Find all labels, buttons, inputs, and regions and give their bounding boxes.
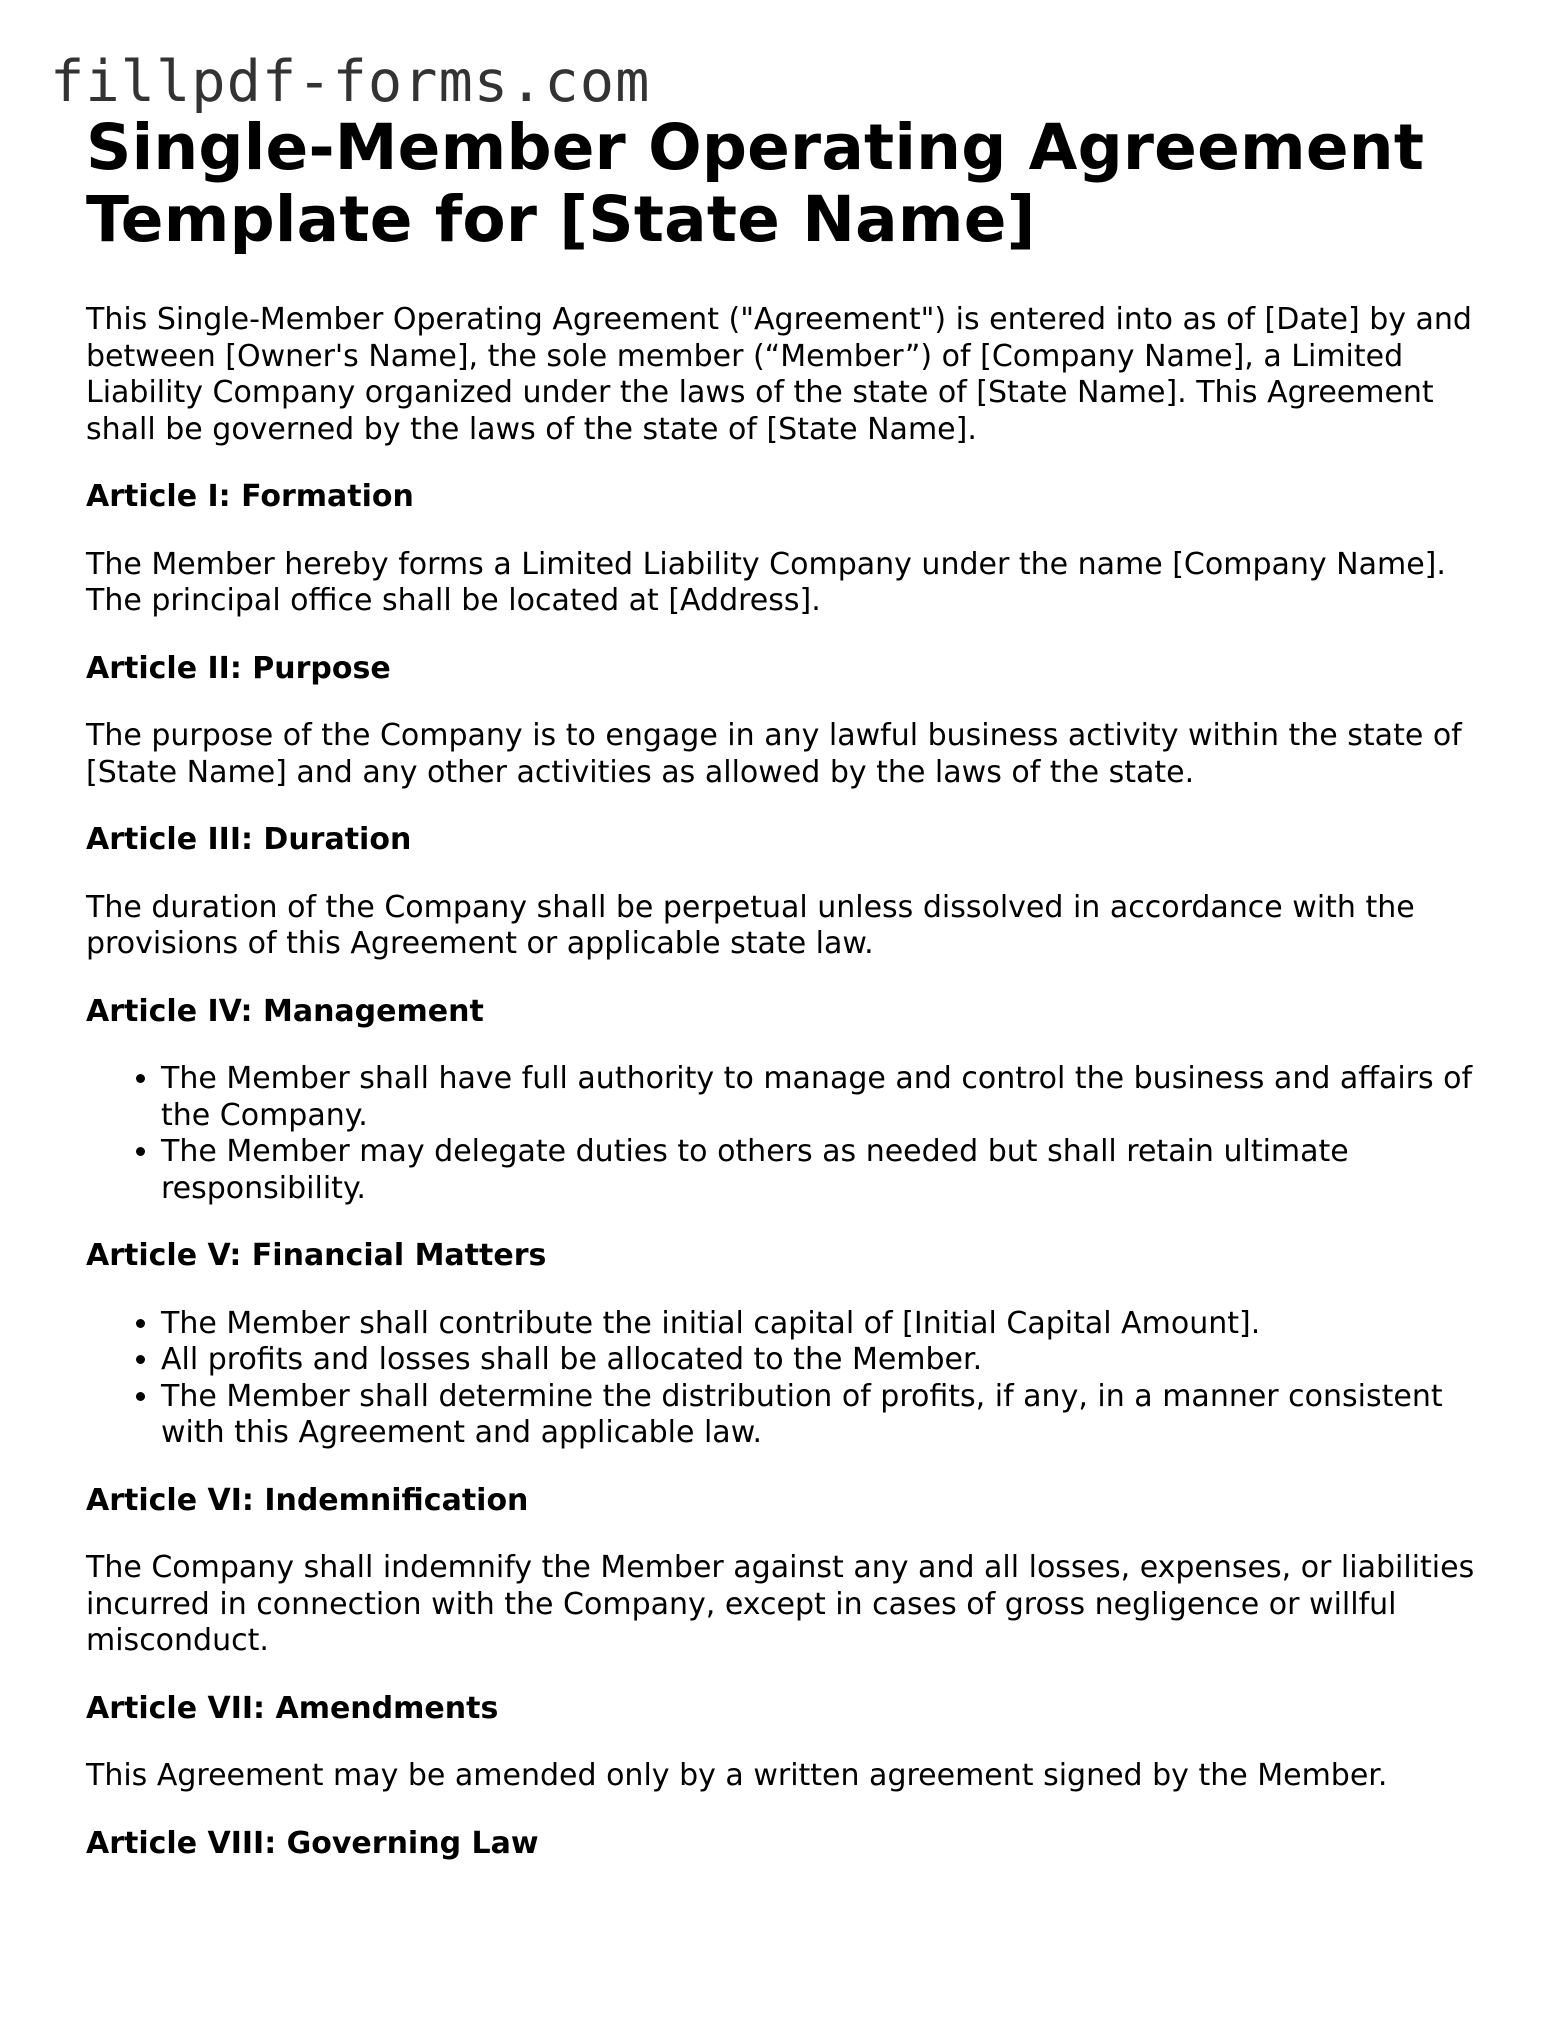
list-item: • The Member shall contribute the initial capital of [Initial Capital Amount].: [161, 1306, 1486, 1343]
watermark: fillpdf-forms.com: [50, 49, 651, 115]
article-7-heading: Article VII: Amendments: [86, 1690, 499, 1726]
article-1-text: The Member hereby forms a Limited Liability Company under the name [Company Name]. The principal office shall be located at [Address].: [86, 546, 1446, 618]
article-5-list: [86, 1306, 1486, 1452]
document-page: [86, 112, 1486, 1893]
article-3-heading: Article III: Duration: [86, 822, 412, 857]
list-item: • The Member shall have full authority to manage and control the business and affairs of the Company.: [161, 1061, 1486, 1134]
article-8-heading: Article VIII: Governing Law: [86, 1825, 539, 1861]
article-6-text: The Company shall indemnify the Member against any and all losses, expenses, or liabilities incurred in connection with the Company, except in cases of gross negligence or willful misconduct.: [86, 1550, 1475, 1658]
list-item: • All profits and losses shall be allocated to the Member.: [161, 1342, 1486, 1379]
article-4-heading: Article IV: Management: [86, 993, 484, 1029]
article-2-heading: Article II: Purpose: [86, 650, 391, 686]
article-3-text: The duration of the Company shall be perpetual unless dissolved in accordance with the provisions of this Agreement or applicable state law.: [86, 889, 1415, 961]
article-4-list: [86, 1061, 1486, 1207]
article-6-heading: Article VI: Indemnification: [86, 1482, 529, 1518]
document-title: Single-Member Operating Agreement Template for [State Name]: [86, 111, 1425, 256]
article-1-heading: Article I: Formation: [86, 479, 414, 514]
list-item: • The Member may delegate duties to others as needed but shall retain ultimate responsibility.: [161, 1134, 1486, 1207]
article-2-text: The purpose of the Company is to engage in any lawful business activity within the state of [State Name] and any other activities as allowed by the laws of the state.: [86, 718, 1462, 790]
article-5-heading: Article V: Financial Matters: [86, 1238, 547, 1273]
list-item: • The Member shall determine the distribution of profits, if any, in a manner consistent with this Agreement and applicable law.: [161, 1379, 1486, 1452]
intro-paragraph: This Single-Member Operating Agreement ("Agreement") is entered into as of [Date] by and between [Owner's Name], the sole member (“Member”) of [Company Name], a Limited Liability Company organized under the laws of the state of [State Name]. This Agreement shall be governed by the laws of the state of [State Name].: [86, 302, 1472, 447]
article-7-text: This Agreement may be amended only by a written agreement signed by the Member.: [86, 1758, 1388, 1793]
